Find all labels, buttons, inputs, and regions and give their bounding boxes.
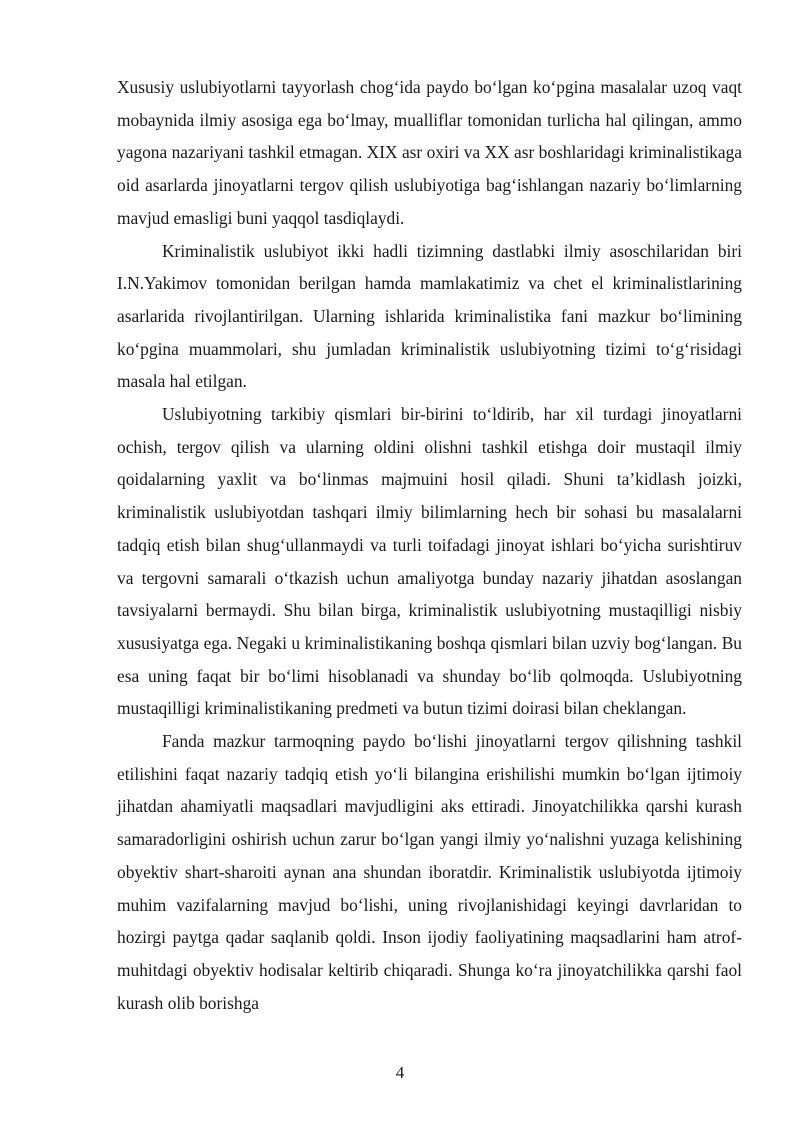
paragraph-2: Kriminalistik uslubiyot ikki hadli tizimning dastlabki ilmiy asoschilaridan biri I.N.Yakimov tomonidan berilgan hamda mamlakatimiz va chet el kriminalistlarining asarlarida rivojlantirilgan. Ularning ishlarida kriminalistika fani mazkur bo‘limining ko‘pgina muammolari, shu jumladan kriminalistik uslubiyotning tizimi to‘g‘risidagi masala hal etilgan. <box>117 240 742 392</box>
paragraph-1: Xususiy uslubiyotlarni tayyorlash chog‘ida paydo bo‘lgan ko‘pgina masalalar uzoq vaqt mobaynida ilmiy asosiga ega bo‘lmay, mualliflar tomonidan turlicha hal qilingan, ammo yagona nazariyani tashkil etmagan. XIX asr oxiri va XX asr boshlaridagi kriminalistikaga oid asarlarda jinoyatlarni tergov qilish uslubiyotiga bag‘ishlangan nazariy bo‘limlarning mavjud emasligi buni yaqqol tasdiqlaydi. <box>117 77 742 228</box>
document-body <box>117 71 742 1019</box>
page-number: 4 <box>395 1063 405 1082</box>
paragraph-4: Fanda mazkur tarmoqning paydo bo‘lishi jinoyatlarni tergov qilishning tashkil etilishini faqat nazariy tadqiq etish yo‘li bilangina erishilishi mumkin bo‘lgan ijtimoiy jihatdan ahamiyatli maqsadlari mavjudligini aks ettiradi. Jinoyatchilikka qarshi kurash samaradorligini oshirish uchun zarur bo‘lgan yangi ilmiy yo‘nalishni yuzaga kelishining obyektiv shart-sharoiti aynan ana shundan iboratdir. Kriminalistik uslubiyotda ijtimoiy muhim vazifalarning mavjud bo‘lishi, uning rivojlanishidagi keyingi davrlaridan to hozirgi paytga qadar saqlanib qoldi. Inson ijodiy faoliyatining maqsadlarini ham atrof-muhitdagi obyektiv hodisalar keltirib chiqaradi. Shunga ko‘ra jinoyatchilikka qarshi faol kurash olib borishga <box>117 731 742 1013</box>
paragraph-3: Uslubiyotning tarkibiy qismlari bir-birini to‘ldirib, har xil turdagi jinoyatlarni ochish, tergov qilish va ularning oldini olishni tashkil etishga doir mustaqil ilmiy qoidalarning yaxlit va bo‘linmas majmuini hosil qiladi. Shuni ta’kidlash joizki, kriminalistik uslubiyotdan tashqari ilmiy bilimlarning hech bir sohasi bu masalalarni tadqiq etish bilan shug‘ullanmaydi va turli toifadagi jinoyat ishlari bo‘yicha surishtiruv va tergovni samarali o‘tkazish uchun amaliyotga bunday nazariy jihatdan asoslangan tavsiyalarni bermaydi. Shu bilan birga, kriminalistik uslubiyotning mustaqilligi nisbiy xususiyatga ega. Negaki u kriminalistikaning boshqa qismlari bilan uzviy bog‘langan. Bu esa uning faqat bir bo‘limi hisoblanadi va shunday bo‘lib qolmoqda. Uslubiyotning mustaqilligi kriminalistikaning predmeti va butun tizimi doirasi bilan cheklangan. <box>117 404 742 719</box>
